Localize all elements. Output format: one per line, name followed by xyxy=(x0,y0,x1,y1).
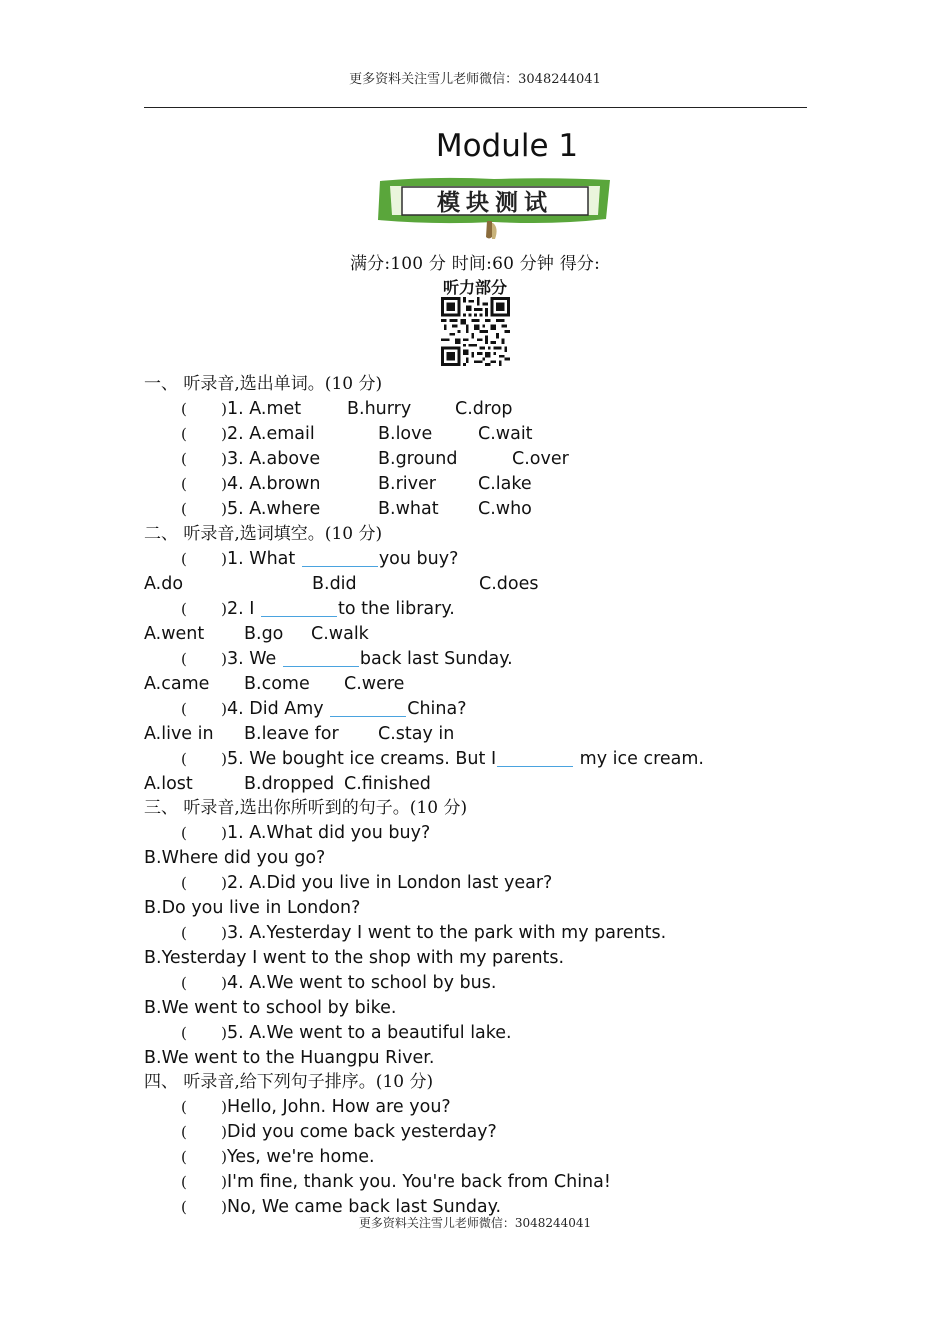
answer-paren[interactable]: ( ) xyxy=(181,1148,227,1166)
option-a: A.live in xyxy=(144,724,214,744)
s2-question-3: ( ) 3. We back last Sunday. xyxy=(181,647,513,672)
footer-note: 更多资料关注雪儿老师微信：3048244041 xyxy=(358,1216,592,1230)
answer-paren[interactable]: ( ) xyxy=(181,425,227,443)
answer-paren[interactable]: ( ) xyxy=(181,400,227,418)
s1-item-4 xyxy=(181,472,532,497)
s3-option-a-2: ( ) 2. A.Did you live in London last year? xyxy=(181,871,552,896)
s1-item-1 xyxy=(181,397,513,422)
option-a: A.lost xyxy=(144,774,193,794)
answer-paren[interactable]: ( ) xyxy=(181,475,227,493)
answer-paren[interactable]: ( ) xyxy=(181,450,227,468)
s4-sentence-4: ( ) I'm fine, thank you. You're back from China! xyxy=(181,1170,611,1195)
s3-option-b-4: B.We went to school by bike. xyxy=(144,998,397,1018)
s2-options-2 xyxy=(144,622,369,647)
s2-question-5: ( ) 5. We bought ice creams. But I my ice cream. xyxy=(181,747,704,772)
option-c: C.who xyxy=(478,499,532,519)
option-c: C.wait xyxy=(478,424,533,444)
s4-sentence-2: ( ) Did you come back yesterday? xyxy=(181,1120,497,1145)
option-c: C.were xyxy=(344,674,405,694)
s3-option-b-2: B.Do you live in London? xyxy=(144,898,361,918)
option-a: A.came xyxy=(144,674,210,694)
answer-paren[interactable]: ( ) xyxy=(181,750,227,768)
section2-heading: 二、 听录音,选词填空。(10 分) xyxy=(144,524,383,544)
s3-option-a-5: ( ) 5. A.We went to a beautiful lake. xyxy=(181,1021,512,1046)
s3-option-b-1: B.Where did you go? xyxy=(144,848,326,868)
answer-paren[interactable]: ( ) xyxy=(181,1173,227,1191)
fill-blank[interactable] xyxy=(497,748,573,767)
s2-question-1: ( ) 1. What you buy? xyxy=(181,547,458,572)
s2-question-2: ( ) 2. I to the library. xyxy=(181,597,455,622)
score-line: 满分:100 分 时间:60 分钟 得分: xyxy=(349,254,601,274)
option-b: B.ground xyxy=(378,449,458,469)
s4-sentence-3: ( ) Yes, we're home. xyxy=(181,1145,375,1170)
option-b: B.what xyxy=(378,499,439,519)
answer-paren[interactable]: ( ) xyxy=(181,874,227,892)
fill-blank[interactable] xyxy=(261,598,337,617)
s3-option-b-5: B.We went to the Huangpu River. xyxy=(144,1048,435,1068)
option-a: A.do xyxy=(144,574,184,594)
option-c: C.stay in xyxy=(378,724,455,744)
module-title: Module 1 xyxy=(435,128,579,164)
section1-heading: 一、 听录音,选出单词。(10 分) xyxy=(144,374,383,394)
s4-sentence-1: ( ) Hello, John. How are you? xyxy=(181,1095,451,1120)
s1-item-3 xyxy=(181,447,569,472)
option-b: B.leave for xyxy=(244,724,339,744)
answer-paren[interactable]: ( ) xyxy=(181,1198,227,1216)
option-a: A.went xyxy=(144,624,205,644)
banner-post-shade xyxy=(492,223,497,239)
fill-blank[interactable] xyxy=(302,548,378,567)
option-a: 1. A.met xyxy=(227,399,302,419)
option-a: 3. A.above xyxy=(227,449,321,469)
option-b: B.love xyxy=(378,424,433,444)
answer-paren[interactable]: ( ) xyxy=(181,1098,227,1116)
qr-code[interactable] xyxy=(441,297,510,366)
option-c: C.lake xyxy=(478,474,532,494)
answer-paren[interactable]: ( ) xyxy=(181,824,227,842)
s2-options-3 xyxy=(144,672,404,697)
module-test-banner xyxy=(374,173,614,243)
fill-blank[interactable] xyxy=(283,648,359,667)
section4-heading: 四、 听录音,给下列句子排序。(10 分) xyxy=(144,1072,434,1092)
s3-option-a-3: ( ) 3. A.Yesterday I went to the park with my parents. xyxy=(181,921,666,946)
header-note: 更多资料关注雪儿老师微信：3048244041 xyxy=(349,72,601,87)
option-a: 4. A.brown xyxy=(227,474,321,494)
option-b: B.hurry xyxy=(347,399,412,419)
s1-item-2 xyxy=(181,422,533,447)
answer-paren[interactable]: ( ) xyxy=(181,600,227,618)
section3-heading: 三、 听录音,选出你所听到的句子。(10 分) xyxy=(144,798,468,818)
s2-options-5 xyxy=(144,772,431,797)
option-a: 2. A.email xyxy=(227,424,315,444)
s2-options-4 xyxy=(144,722,454,747)
answer-paren[interactable]: ( ) xyxy=(181,650,227,668)
answer-paren[interactable]: ( ) xyxy=(181,974,227,992)
banner-post xyxy=(486,221,492,239)
option-c: C.over xyxy=(512,449,569,469)
s2-question-4: ( ) 4. Did Amy China? xyxy=(181,697,467,722)
listening-section-label: 听力部分 xyxy=(442,278,507,297)
header-rule xyxy=(144,107,807,108)
option-c: C.does xyxy=(479,574,539,594)
option-b: B.river xyxy=(378,474,436,494)
s4-sentence-5: ( ) No, We came back last Sunday. xyxy=(181,1195,501,1220)
option-a: 5. A.where xyxy=(227,499,321,519)
option-c: C.walk xyxy=(311,624,369,644)
answer-paren[interactable]: ( ) xyxy=(181,550,227,568)
fill-blank[interactable] xyxy=(330,698,406,717)
s1-item-5 xyxy=(181,497,532,522)
banner-text: 模块测试 xyxy=(437,190,553,216)
option-b: B.did xyxy=(312,574,357,594)
answer-paren[interactable]: ( ) xyxy=(181,1123,227,1141)
answer-paren[interactable]: ( ) xyxy=(181,1024,227,1042)
option-c: C.drop xyxy=(455,399,513,419)
s3-option-a-4: ( ) 4. A.We went to school by bus. xyxy=(181,971,496,996)
answer-paren[interactable]: ( ) xyxy=(181,700,227,718)
option-c: C.finished xyxy=(344,774,431,794)
option-b: B.come xyxy=(244,674,310,694)
s3-option-a-1: ( ) 1. A.What did you buy? xyxy=(181,821,430,846)
s2-options-1 xyxy=(144,572,538,597)
s3-option-b-3: B.Yesterday I went to the shop with my parents. xyxy=(144,948,565,968)
answer-paren[interactable]: ( ) xyxy=(181,500,227,518)
option-b: B.dropped xyxy=(244,774,335,794)
option-b: B.go xyxy=(244,624,284,644)
answer-paren[interactable]: ( ) xyxy=(181,924,227,942)
